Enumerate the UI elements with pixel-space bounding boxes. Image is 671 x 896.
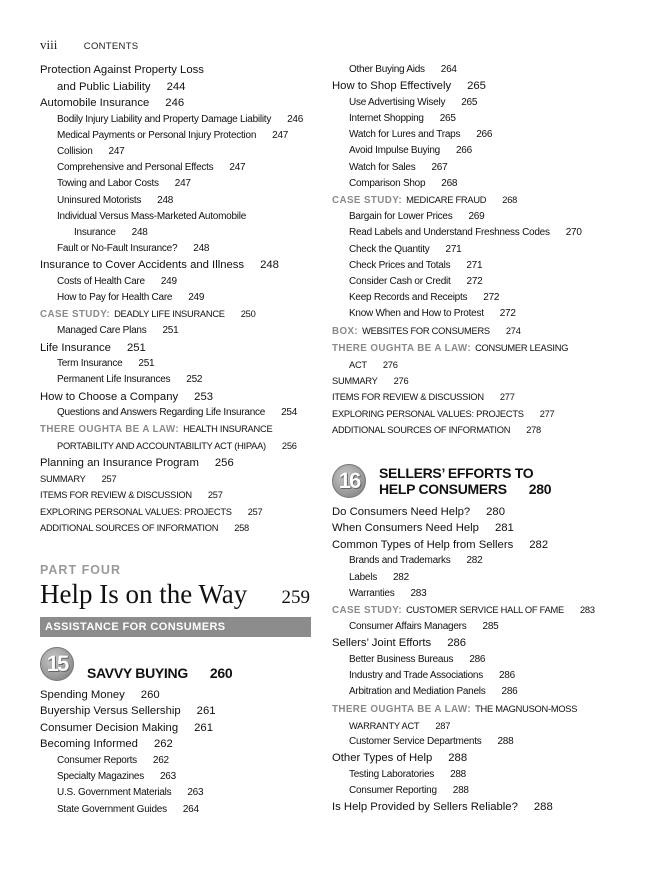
entry-title: DEADLY LIFE INSURANCE	[114, 309, 225, 320]
entry-page-number: 265	[467, 80, 486, 93]
entry-page-number: 257	[247, 506, 263, 517]
toc-entry-section[interactable]	[40, 736, 320, 753]
toc-entry-subsection[interactable]	[332, 127, 632, 143]
entry-page-number: 264	[440, 64, 457, 75]
toc-entry-subsection[interactable]	[40, 785, 320, 801]
entry-title: Keep Records and Receipts	[349, 292, 468, 304]
toc-entry-endmatter[interactable]	[40, 504, 320, 520]
entry-title: Becoming Informed	[40, 738, 138, 751]
toc-entry-subsection[interactable]	[332, 783, 632, 799]
entry-page-number: 276	[382, 359, 398, 370]
toc-entry-section[interactable]	[40, 720, 320, 737]
entry-page-number: 270	[565, 227, 582, 239]
entry-title: Medical Payments or Personal Injury Protection	[57, 129, 257, 141]
entry-title: HEALTH INSURANCE	[183, 424, 273, 435]
entry-title: Arbitration and Mediation Panels	[349, 686, 486, 698]
entry-title: Collision	[57, 145, 93, 157]
entry-title: Watch for Lures and Traps	[349, 129, 461, 141]
entry-page-number: 287	[435, 720, 451, 731]
entry-page-number: 286	[447, 637, 467, 650]
part-subtitle-bar: ASSISTANCE FOR CONSUMERS	[40, 617, 311, 637]
entry-page-number: 283	[580, 605, 595, 616]
feature-label: THERE OUGHTA BE A LAW:	[332, 703, 472, 715]
entry-title: EXPLORING PERSONAL VALUES: PROJECTS	[332, 408, 524, 419]
entry-page-number: 256	[214, 456, 234, 469]
feature-label: THERE OUGHTA BE A LAW:	[332, 342, 472, 354]
entry-title: Testing Laboratories	[349, 768, 435, 780]
toc-entry-subsection[interactable]	[332, 586, 632, 602]
toc-entry-section[interactable]	[40, 687, 320, 704]
entry-title: ACT	[349, 359, 367, 370]
feature-label: CASE STUDY:	[332, 605, 403, 617]
toc-entry-subsection[interactable]	[40, 802, 320, 818]
running-head: CONTENTS	[83, 41, 139, 52]
entry-title: Check Prices and Totals	[349, 259, 451, 271]
entry-page-number: 274	[505, 325, 521, 336]
entry-title: Bargain for Lower Prices	[349, 211, 453, 223]
entry-title: EXPLORING PERSONAL VALUES: PROJECTS	[40, 506, 232, 517]
entry-page-number: 282	[392, 571, 409, 583]
entry-title: ADDITIONAL SOURCES OF INFORMATION	[332, 424, 511, 435]
entry-page-number: 288	[450, 768, 466, 780]
feature-label: CASE STUDY:	[332, 194, 403, 206]
toc-entry-subsection[interactable]	[40, 274, 320, 290]
entry-page-number: 247	[174, 178, 191, 190]
toc-entry-subsection[interactable]	[332, 668, 632, 684]
entry-page-number: 286	[469, 653, 486, 665]
toc-entry-subsection[interactable]	[40, 193, 320, 209]
entry-page-number: 288	[533, 801, 553, 814]
toc-entry-subsection[interactable]	[40, 241, 320, 257]
entry-title: Uninsured Motorists	[57, 194, 142, 206]
toc-entry-endmatter[interactable]	[40, 520, 320, 536]
entry-page-number: 288	[452, 784, 469, 796]
toc-entry-section[interactable]	[40, 703, 320, 720]
entry-title: and Public Liability	[57, 80, 151, 93]
entry-title: Permanent Life Insurances	[57, 374, 171, 386]
entry-title: Consumer Decision Making	[40, 721, 179, 734]
toc-entry-feature-continued[interactable]	[40, 438, 320, 454]
toc-entry-subsection[interactable]	[332, 258, 632, 274]
entry-title: How to Shop Effectively	[332, 80, 452, 93]
toc-entry-subsection[interactable]	[40, 323, 320, 339]
entry-page-number: 280	[486, 505, 505, 518]
entry-title: MEDICARE FRAUD	[406, 194, 487, 205]
entry-page-number: 266	[455, 145, 472, 157]
entry-title: ADDITIONAL SOURCES OF INFORMATION	[40, 522, 219, 533]
toc-entry-endmatter[interactable]	[40, 471, 320, 487]
entry-page-number: 252	[186, 374, 203, 386]
entry-page-number: 244	[166, 80, 186, 93]
entry-title: THE MAGNUSON-MOSS	[475, 703, 578, 714]
entry-page-number: 262	[152, 754, 169, 766]
entry-page-number: 269	[468, 211, 485, 223]
entry-title: WARRANTY ACT	[349, 720, 420, 731]
chapter-number-badge: 15	[40, 647, 74, 681]
entry-title: Use Advertising Wisely	[349, 96, 446, 108]
entry-title: Questions and Answers Regarding Life Insurance	[57, 407, 266, 419]
toc-entry-subsection[interactable]	[332, 684, 632, 700]
entry-title: Watch for Sales	[349, 161, 416, 173]
toc-entry-subsection[interactable]	[332, 570, 632, 586]
entry-title: Read Labels and Understand Freshness Codes	[349, 227, 550, 239]
entry-title: Consumer Reports	[57, 754, 137, 766]
entry-title: Fault or No-Fault Insurance?	[57, 243, 178, 255]
entry-title: Spending Money	[40, 688, 125, 701]
toc-entry-subsection[interactable]	[332, 242, 632, 258]
chapter-title-line-1: SELLERS’ EFFORTS TO	[379, 464, 534, 481]
toc-entry-subsection[interactable]	[332, 306, 632, 322]
toc-list	[332, 62, 632, 438]
toc-entry-subsection[interactable]	[332, 95, 632, 111]
chapter-title	[87, 665, 232, 681]
toc-entry-endmatter[interactable]	[332, 389, 632, 405]
entry-page-number: 283	[410, 587, 427, 599]
entry-title: Managed Care Plans	[57, 325, 147, 337]
toc-entry-subsection[interactable]	[332, 225, 632, 241]
entry-title: Check the Quantity	[349, 243, 430, 255]
entry-title: Buyership Versus Sellership	[40, 705, 181, 718]
entry-title: Towing and Labor Costs	[57, 178, 159, 190]
entry-title: SUMMARY	[332, 376, 378, 387]
entry-title: How to Pay for Health Care	[57, 292, 173, 304]
entry-title: Sellers’ Joint Efforts	[332, 637, 432, 650]
toc-entry-subsection[interactable]	[332, 652, 632, 668]
entry-title: Know When and How to Protest	[349, 308, 484, 320]
entry-page-number: 271	[466, 259, 483, 271]
toc-entry-section[interactable]	[40, 95, 320, 112]
toc-entry-subsection-continued[interactable]	[40, 225, 320, 241]
chapter-page-number: 280	[528, 480, 552, 497]
entry-title: Warranties	[349, 587, 395, 599]
entry-title: SUMMARY	[40, 474, 86, 485]
entry-title: Customer Service Departments	[349, 736, 482, 747]
toc-entry-feature[interactable]	[40, 306, 320, 323]
entry-title: Individual Versus Mass-Marketed Automobile	[57, 210, 247, 222]
toc-entry-section[interactable]	[332, 504, 632, 521]
entry-title: Is Help Provided by Sellers Reliable?	[332, 801, 518, 814]
entry-page-number: 265	[439, 112, 456, 124]
entry-page-number: 256	[281, 441, 297, 452]
entry-title: Better Business Bureaus	[349, 653, 454, 665]
toc-entry-section[interactable]	[332, 635, 632, 652]
feature-label: CASE STUDY:	[40, 309, 111, 321]
entry-page-number: 276	[393, 376, 409, 387]
toc-entry-subsection[interactable]	[40, 144, 320, 160]
entry-page-number: 277	[499, 392, 515, 403]
toc-entry-subsection[interactable]	[332, 619, 632, 635]
toc-entry-subsection[interactable]	[332, 62, 632, 78]
entry-page-number: 253	[194, 390, 214, 403]
entry-page-number: 281	[494, 522, 514, 535]
page-folio: viii	[40, 37, 58, 52]
entry-page-number: 246	[287, 113, 304, 125]
entry-title: Avoid Impulse Buying	[349, 145, 440, 157]
entry-page-number: 251	[162, 325, 179, 337]
entry-title: How to Choose a Company	[40, 390, 179, 403]
feature-label: BOX:	[332, 325, 359, 337]
entry-page-number: 257	[207, 490, 223, 501]
toc-entry-endmatter[interactable]	[332, 373, 632, 389]
toc-entry-subsection[interactable]	[332, 767, 632, 783]
entry-page-number: 286	[499, 670, 515, 682]
toc-entry-section[interactable]	[332, 799, 632, 816]
entry-page-number: 288	[448, 752, 468, 765]
toc-entry-section[interactable]	[332, 537, 632, 554]
toc-entry-feature[interactable]	[40, 421, 320, 438]
entry-title: Consumer Affairs Managers	[349, 621, 467, 633]
entry-title: Bodily Injury Liability and Property Damage Liability	[57, 113, 272, 125]
entry-page-number: 250	[240, 309, 256, 320]
toc-entry-feature[interactable]	[332, 701, 632, 718]
chapter-title-line-2: HELP CONSUMERS	[379, 480, 507, 497]
toc-list	[332, 504, 632, 816]
entry-title: Insurance to Cover Accidents and Illness	[40, 259, 245, 272]
entry-page-number: 247	[108, 145, 125, 157]
entry-page-number: 249	[160, 275, 177, 287]
toc-entry-subsection[interactable]	[332, 143, 632, 159]
toc-entry-subsection[interactable]	[332, 176, 632, 192]
entry-title: CONSUMER LEASING	[475, 342, 569, 353]
feature-label: THERE OUGHTA BE A LAW:	[40, 424, 180, 436]
entry-title: Brands and Trademarks	[349, 555, 451, 567]
entry-title: WEBSITES FOR CONSUMERS	[362, 325, 490, 336]
entry-page-number: 277	[539, 408, 555, 419]
toc-entry-subsection[interactable]	[40, 160, 320, 176]
entry-page-number: 257	[101, 474, 117, 485]
toc-entry-section[interactable]	[40, 389, 320, 406]
entry-title: Industry and Trade Associations	[349, 670, 483, 682]
entry-title: Life Insurance	[40, 341, 111, 354]
toc-entry-feature-continued[interactable]	[332, 357, 632, 373]
entry-title: Costs of Health Care	[57, 275, 145, 287]
entry-page-number: 268	[441, 177, 458, 189]
entry-page-number: 266	[476, 129, 493, 141]
entry-page-number: 248	[131, 226, 148, 238]
toc-entry-section[interactable]	[40, 455, 320, 472]
entry-page-number: 246	[165, 97, 185, 109]
entry-title: Planning an Insurance Program	[40, 456, 199, 469]
chapter-title	[379, 465, 551, 497]
entry-page-number: 261	[196, 705, 216, 718]
entry-title: Automobile Insurance	[40, 97, 150, 109]
right-column	[332, 62, 632, 816]
toc-entry-feature[interactable]	[332, 192, 632, 209]
entry-page-number: 264	[182, 803, 199, 815]
chapter-title-text: SAVVY BUYING	[87, 664, 188, 681]
entry-title: Common Types of Help from Sellers	[332, 538, 514, 551]
toc-entry-subsection[interactable]	[40, 753, 320, 769]
entry-page-number: 251	[126, 341, 146, 354]
part-label: PART FOUR	[40, 562, 121, 577]
part-title-text: Help Is on the Way	[40, 578, 248, 609]
toc-entry-subsection[interactable]	[40, 176, 320, 192]
entry-title: Other Types of Help	[332, 752, 433, 765]
entry-page-number: 247	[229, 162, 246, 174]
entry-page-number: 265	[461, 96, 478, 108]
entry-page-number: 263	[187, 787, 204, 799]
entry-page-number: 282	[466, 555, 483, 567]
entry-title: Comprehensive and Personal Effects	[57, 162, 214, 174]
entry-title: ITEMS FOR REVIEW & DISCUSSION	[332, 392, 484, 403]
toc-entry-subsection[interactable]	[40, 769, 320, 785]
toc-entry-section[interactable]	[332, 750, 632, 767]
toc-entry-section[interactable]	[40, 62, 320, 79]
entry-page-number: 254	[281, 407, 298, 419]
entry-title: Comparison Shop	[349, 177, 426, 189]
entry-title: Do Consumers Need Help?	[332, 505, 471, 518]
entry-title: ITEMS FOR REVIEW & DISCUSSION	[40, 490, 192, 501]
entry-page-number: 258	[234, 522, 249, 533]
entry-page-number: 272	[483, 292, 500, 304]
toc-entry-section[interactable]	[40, 340, 320, 357]
entry-page-number: 248	[157, 194, 174, 206]
toc-entry-endmatter[interactable]	[332, 406, 632, 422]
toc-entry-subsection[interactable]	[40, 112, 320, 128]
entry-title: State Government Guides	[57, 803, 167, 815]
entry-title: U.S. Government Materials	[57, 787, 172, 799]
toc-entry-feature[interactable]	[332, 323, 632, 340]
toc-entry-subsection[interactable]	[40, 290, 320, 306]
toc-entry-subsection[interactable]	[332, 553, 632, 569]
entry-page-number: 272	[499, 308, 516, 320]
entry-title: PORTABILITY AND ACCOUNTABILITY ACT (HIPAA)	[57, 441, 266, 452]
entry-title: Insurance	[74, 226, 116, 238]
toc-entry-section[interactable]	[40, 257, 320, 274]
chapter-heading[interactable]	[332, 464, 632, 498]
toc-entry-feature-continued[interactable]	[332, 718, 632, 734]
part-title[interactable]	[40, 578, 310, 614]
entry-page-number: 282	[529, 538, 549, 551]
entry-page-number: 248	[193, 243, 210, 255]
toc-entry-subsection[interactable]	[332, 111, 632, 127]
entry-page-number: 260	[140, 688, 160, 701]
entry-page-number: 249	[188, 292, 205, 304]
entry-title: When Consumers Need Help	[332, 522, 479, 535]
chapter-number-badge: 16	[332, 464, 366, 498]
entry-title: Consider Cash or Credit	[349, 275, 451, 287]
toc-entry-subsection[interactable]	[332, 209, 632, 225]
entry-title: Specialty Magazines	[57, 771, 144, 783]
entry-page-number: 288	[497, 736, 514, 747]
entry-page-number: 248	[260, 259, 279, 272]
entry-page-number: 285	[482, 621, 499, 633]
entry-title: Protection Against Property Loss	[40, 64, 204, 76]
entry-title: Consumer Reporting	[349, 784, 437, 796]
toc-entry-subsection[interactable]	[40, 128, 320, 144]
entry-title: Labels	[349, 571, 377, 583]
entry-page-number: 278	[526, 424, 541, 435]
page-header	[40, 36, 138, 54]
entry-page-number: 247	[272, 129, 289, 141]
toc-entry-section-continued[interactable]	[40, 79, 320, 96]
toc-entry-subsection[interactable]	[332, 160, 632, 176]
entry-title: Other Buying Aids	[349, 64, 425, 75]
entry-page-number: 271	[445, 243, 462, 255]
entry-title: Term Insurance	[57, 358, 123, 370]
toc-entry-section[interactable]	[332, 78, 632, 95]
chapter-page-number: 260	[209, 664, 233, 681]
toc-entry-feature[interactable]	[332, 602, 632, 619]
toc-entry-section[interactable]	[332, 520, 632, 537]
toc-entry-feature[interactable]	[332, 340, 632, 357]
toc-entry-subsection[interactable]	[332, 734, 632, 750]
toc-entry-subsection[interactable]	[40, 372, 320, 388]
entry-page-number: 267	[431, 161, 448, 173]
entry-page-number: 268	[502, 194, 518, 205]
entry-page-number: 286	[501, 686, 518, 698]
entry-page-number: 263	[159, 771, 176, 783]
entry-page-number: 261	[194, 721, 213, 734]
entry-page-number: 251	[138, 358, 155, 370]
entry-title: CUSTOMER SERVICE HALL OF FAME	[406, 605, 564, 616]
toc-list	[40, 687, 320, 818]
part-page-number: 259	[281, 586, 310, 608]
toc-entry-subsection[interactable]	[40, 356, 320, 372]
toc-entry-subsection[interactable]	[332, 274, 632, 290]
entry-page-number: 272	[466, 275, 483, 287]
entry-title: Internet Shopping	[349, 112, 424, 124]
toc-list	[40, 62, 320, 536]
left-column	[40, 62, 320, 818]
toc-entry-subsection[interactable]	[332, 290, 632, 306]
toc-entry-subsection[interactable]	[40, 209, 320, 225]
toc-entry-endmatter[interactable]	[332, 422, 632, 438]
entry-page-number: 262	[153, 738, 173, 751]
toc-entry-endmatter[interactable]	[40, 487, 320, 503]
toc-entry-subsection[interactable]	[40, 405, 320, 421]
chapter-heading[interactable]	[40, 647, 320, 681]
